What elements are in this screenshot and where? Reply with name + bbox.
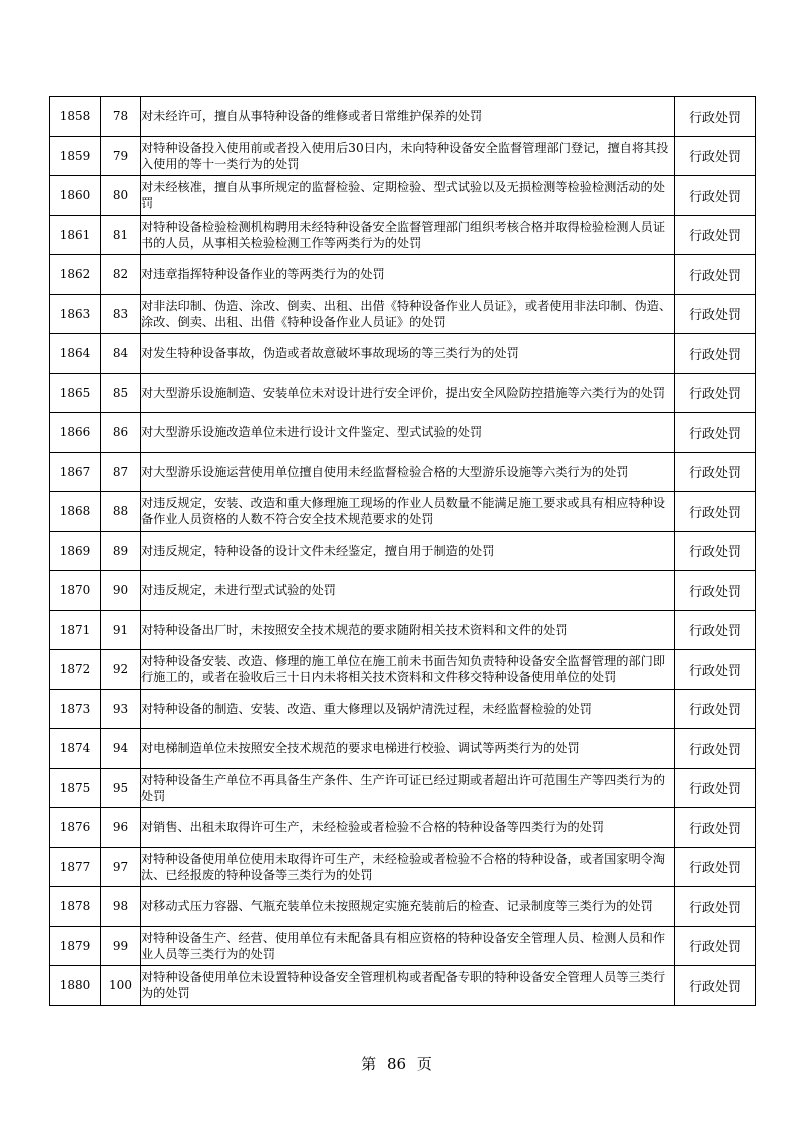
row-sequence-number: 94 [101,729,141,769]
row-item-type: 行政处罚 [675,97,756,137]
row-item-type: 行政处罚 [675,571,756,611]
row-id: 1864 [50,334,101,374]
row-item-name-text: 对非法印制、伪造、涂改、倒卖、出租、出借《特种设备作业人员证》，或者使用非法印制、伪造、涂改、倒卖、出租、出借《特种设备作业人员证》的处罚 [141,298,672,329]
row-id: 1867 [50,452,101,492]
row-item-name [141,650,675,690]
row-item-type: 行政处罚 [675,176,756,216]
row-item-name [141,966,675,1006]
row-item-type: 行政处罚 [675,373,756,413]
row-item-type: 行政处罚 [675,808,756,848]
row-item-name-text: 对特种设备检验检测机构聘用未经特种设备安全监督管理部门组织考核合格并取得检验检测人员证书的人员，从事相关检验检测工作等两类行为的处罚 [141,219,666,250]
row-item-name [141,492,675,532]
row-sequence-number: 98 [101,887,141,927]
row-id: 1876 [50,808,101,848]
row-item-name [141,255,675,295]
row-sequence-number: 89 [101,531,141,571]
table-row [50,571,756,611]
row-sequence-number: 91 [101,610,141,650]
row-item-name [141,847,675,887]
row-item-name [141,808,675,848]
row-item-name [141,97,675,137]
table-row [50,255,756,295]
row-item-name-text: 对移动式压力容器、气瓶充装单位未按照规定实施充装前后的检查、记录制度等三类行为的处罚 [141,899,653,914]
row-id: 1863 [50,294,101,334]
row-item-name-text: 对大型游乐设施改造单位未进行设计文件鉴定、型式试验的处罚 [141,425,483,440]
row-item-name-text: 对违反规定，特种设备的设计文件未经鉴定，擅自用于制造的处罚 [141,543,495,558]
row-item-type: 行政处罚 [675,136,756,176]
row-item-name-text: 对发生特种设备事故，伪造或者故意破坏事故现场的等三类行为的处罚 [141,346,519,361]
row-item-name [141,136,675,176]
row-item-type: 行政处罚 [675,768,756,808]
row-id: 1858 [50,97,101,137]
row-item-name [141,729,675,769]
row-sequence-number: 87 [101,452,141,492]
row-item-name-text: 对未经核准，擅自从事所规定的监督检验、定期检验、型式试验以及无损检测等检验检测活动的处罚 [141,180,666,211]
table-row [50,650,756,690]
row-sequence-number: 97 [101,847,141,887]
row-item-type: 行政处罚 [675,334,756,374]
row-item-type: 行政处罚 [675,729,756,769]
table-row [50,97,756,137]
row-id: 1879 [50,926,101,966]
row-item-type: 行政处罚 [675,847,756,887]
row-item-type: 行政处罚 [675,650,756,690]
row-id: 1861 [50,215,101,255]
page-number-prefix: 第 [361,1055,377,1073]
row-item-name-text: 对销售、出租未取得许可生产，未经检验或者检验不合格的特种设备等四类行为的处罚 [141,820,605,835]
page-number: 86 [386,1055,407,1073]
row-item-name [141,215,675,255]
row-item-name [141,689,675,729]
table-row [50,373,756,413]
row-item-name-text: 对特种设备安装、改造、修理的施工单位在施工前未书面告知负责特种设备安全监督管理的部门即行施工的，或者在验收后三十日内未将相关技术资料和文件移交特种设备使用单位的处罚 [141,654,666,685]
row-id: 1869 [50,531,101,571]
row-id: 1878 [50,887,101,927]
table-row [50,887,756,927]
row-item-name-text: 对大型游乐设施运营使用单位擅自使用未经监督检验合格的大型游乐设施等六类行为的处罚 [141,464,629,479]
row-sequence-number: 88 [101,492,141,532]
row-item-name-text: 对违章指挥特种设备作业的等两类行为的处罚 [141,267,385,282]
table-row [50,413,756,453]
row-id: 1859 [50,136,101,176]
row-item-name [141,531,675,571]
row-item-name [141,768,675,808]
row-item-name-text: 对特种设备出厂时，未按照安全技术规范的要求随附相关技术资料和文件的处罚 [141,622,568,637]
row-sequence-number: 84 [101,334,141,374]
row-item-type: 行政处罚 [675,926,756,966]
table-row [50,926,756,966]
row-id: 1870 [50,571,101,611]
table-row [50,768,756,808]
table-row [50,966,756,1006]
table-row [50,294,756,334]
row-item-name-text: 对特种设备投入使用前或者投入使用后30日内，未向特种设备安全监督管理部门登记，擅自将其投入使用的等十一类行为的处罚 [141,140,669,171]
page-number-suffix: 页 [416,1055,432,1073]
table-row [50,808,756,848]
row-id: 1871 [50,610,101,650]
row-sequence-number: 93 [101,689,141,729]
row-item-name [141,926,675,966]
row-item-name-text: 对特种设备的制造、安装、改造、重大修理以及锅炉清洗过程，未经监督检验的处罚 [141,701,592,716]
row-id: 1877 [50,847,101,887]
row-item-type: 行政处罚 [675,610,756,650]
row-id: 1862 [50,255,101,295]
row-sequence-number: 78 [101,97,141,137]
row-sequence-number: 96 [101,808,141,848]
row-item-type: 行政处罚 [675,492,756,532]
row-id: 1860 [50,176,101,216]
row-sequence-number: 100 [101,966,141,1006]
row-sequence-number: 92 [101,650,141,690]
table-row [50,729,756,769]
row-item-name-text: 对特种设备生产单位不再具备生产条件、生产许可证已经过期或者超出许可范围生产等四类行为的处罚 [141,772,666,803]
row-item-name-text: 对电梯制造单位未按照安全技术规范的要求电梯进行校验、调试等两类行为的处罚 [141,741,580,756]
row-item-name-text: 对特种设备生产、经营、使用单位有未配备具有相应资格的特种设备安全管理人员、检测人员和作业人员等三类行为的处罚 [141,930,666,961]
table-row [50,452,756,492]
row-item-name [141,571,675,611]
row-item-type: 行政处罚 [675,452,756,492]
page-footer [0,1053,793,1074]
row-item-type: 行政处罚 [675,689,756,729]
row-item-name [141,373,675,413]
row-id: 1880 [50,966,101,1006]
row-id: 1875 [50,768,101,808]
row-sequence-number: 83 [101,294,141,334]
row-item-name [141,452,675,492]
row-item-type: 行政处罚 [675,215,756,255]
table-row [50,334,756,374]
row-id: 1868 [50,492,101,532]
row-id: 1874 [50,729,101,769]
row-sequence-number: 90 [101,571,141,611]
row-item-name [141,294,675,334]
row-item-name-text: 对违反规定，安装、改造和重大修理施工现场的作业人员数量不能满足施工要求或具有相应特种设备作业人员资格的人数不符合安全技术规范要求的处罚 [141,496,666,527]
row-item-name-text: 对特种设备使用单位使用未取得许可生产，未经检验或者检验不合格的特种设备，或者国家明令淘汰、已经报废的特种设备等三类行为的处罚 [141,851,666,882]
row-item-name [141,176,675,216]
row-sequence-number: 82 [101,255,141,295]
row-id: 1865 [50,373,101,413]
row-item-type: 行政处罚 [675,294,756,334]
row-sequence-number: 95 [101,768,141,808]
row-sequence-number: 99 [101,926,141,966]
row-item-type: 行政处罚 [675,255,756,295]
table-row [50,492,756,532]
row-item-name-text: 对大型游乐设施制造、安装单位未对设计进行安全评价，提出安全风险防控措施等六类行为的处罚 [141,385,666,400]
items-table-body [50,97,756,1006]
table-row [50,847,756,887]
row-item-name-text: 对违反规定，未进行型式试验的处罚 [141,583,336,598]
row-id: 1873 [50,689,101,729]
table-row [50,531,756,571]
row-item-name [141,610,675,650]
row-id: 1872 [50,650,101,690]
table-row [50,689,756,729]
row-sequence-number: 86 [101,413,141,453]
row-item-type: 行政处罚 [675,531,756,571]
row-item-name [141,334,675,374]
row-sequence-number: 85 [101,373,141,413]
row-id: 1866 [50,413,101,453]
table-row [50,176,756,216]
table-row [50,215,756,255]
row-item-name [141,413,675,453]
items-table [49,96,756,1006]
row-item-type: 行政处罚 [675,413,756,453]
table-row [50,136,756,176]
row-sequence-number: 81 [101,215,141,255]
row-item-type: 行政处罚 [675,887,756,927]
row-item-name-text: 对未经许可，擅自从事特种设备的维修或者日常维护保养的处罚 [141,109,483,124]
row-sequence-number: 79 [101,136,141,176]
row-item-name [141,887,675,927]
row-item-type: 行政处罚 [675,966,756,1006]
row-item-name-text: 对特种设备使用单位未设置特种设备安全管理机构或者配备专职的特种设备安全管理人员等三类行为的处罚 [141,970,666,1001]
table-row [50,610,756,650]
row-sequence-number: 80 [101,176,141,216]
